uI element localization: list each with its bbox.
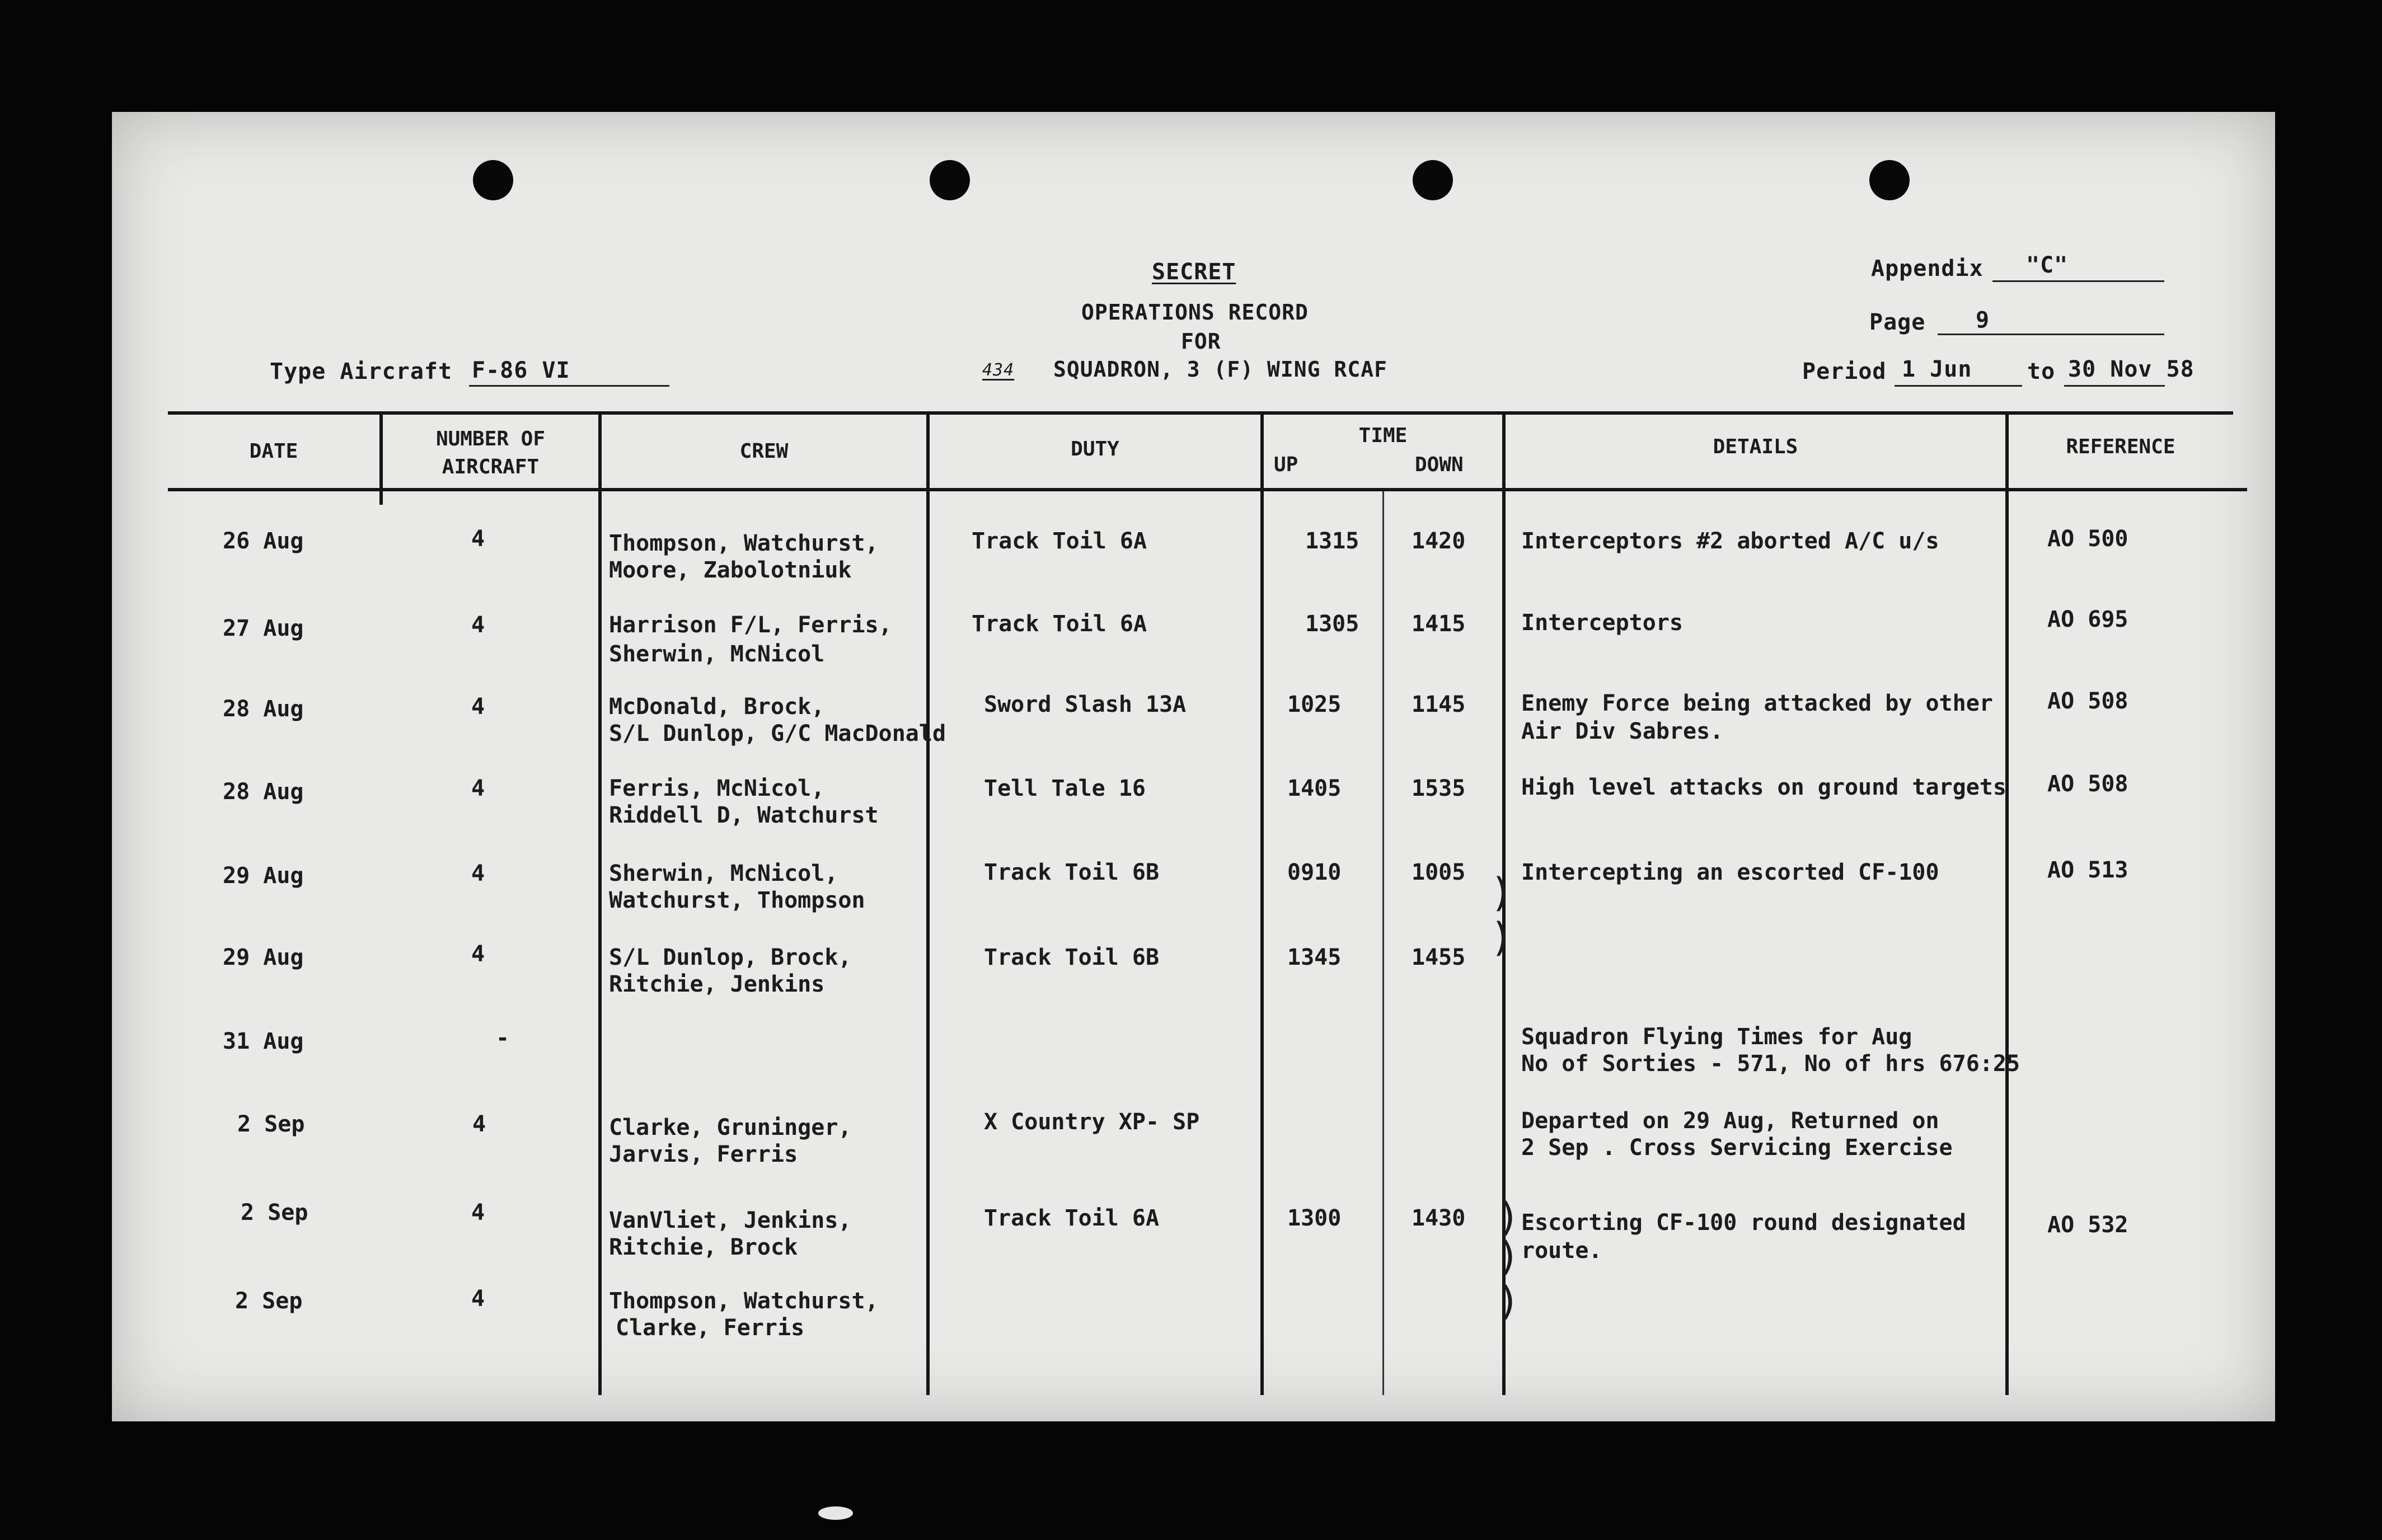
row-details: Escorting CF-100 round designated [1521, 1210, 1966, 1236]
period-to-underline [2064, 385, 2165, 387]
classification-marking: SECRET [1152, 259, 1236, 285]
punch-hole [1413, 160, 1453, 200]
period-to-label: to [2027, 359, 2056, 384]
column-header-time: TIME [1358, 424, 1408, 447]
column-header-down: DOWN [1415, 453, 1464, 476]
row-date: 2 Sep [241, 1200, 308, 1226]
row-aircraft: 4 [471, 526, 485, 552]
row-crew-line2: S/L Dunlop, G/C MacDonald [609, 721, 946, 746]
row-details-line2: No of Sorties - 571, No of hrs 676:25 [1521, 1051, 2020, 1077]
row-details: Enemy Force being attacked by other [1521, 691, 1993, 716]
column-header-up: UP [1274, 453, 1298, 476]
bracket-mark: ) [1497, 1194, 1521, 1240]
row-time-down: 1430 [1412, 1205, 1466, 1231]
row-date: 29 Aug [223, 863, 304, 889]
row-aircraft: 4 [471, 612, 485, 638]
bracket-mark: ) [1490, 914, 1514, 960]
row-reference: AO 695 [2047, 607, 2128, 632]
row-crew-line2: Moore, Zabolotniuk [609, 557, 852, 583]
row-date: 26 Aug [223, 528, 304, 554]
row-duty: Tell Tale 16 [984, 776, 1146, 801]
row-date: 28 Aug [223, 779, 304, 805]
column-header-details: DETAILS [1713, 435, 1798, 458]
row-duty: X Country XP- SP [984, 1109, 1200, 1135]
column-divider [926, 411, 930, 1395]
row-date: 28 Aug [223, 696, 304, 722]
row-details-line2: 2 Sep . Cross Servicing Exercise [1521, 1135, 1953, 1161]
column-header-aircraft: NUMBER OF [435, 428, 546, 450]
appendix-value: "C" [2026, 252, 2069, 278]
row-duty: Track Toil 6A [972, 528, 1147, 554]
row-details: High level attacks on ground targets [1521, 774, 2006, 800]
column-header-aircraft-line2: AIRCRAFT [442, 456, 540, 478]
row-crew-line2: Sherwin, McNicol [609, 641, 825, 667]
time-column-divider [1382, 491, 1384, 1395]
form-title: OPERATIONS RECORD [1081, 300, 1309, 325]
squadron-line: SQUADRON, 3 (F) WING RCAF [1053, 357, 1387, 382]
row-date: 2 Sep [235, 1288, 303, 1314]
row-crew-line2: Ritchie, Jenkins [609, 971, 825, 997]
period-from-underline [1895, 385, 2022, 387]
row-aircraft: 4 [471, 1286, 485, 1312]
row-details-line2: Air Div Sabres. [1521, 719, 1724, 744]
row-reference: AO 508 [2047, 688, 2128, 714]
row-crew: McDonald, Brock, [609, 694, 825, 720]
row-aircraft: - [496, 1025, 510, 1051]
table-top-rule [168, 411, 2233, 415]
page-value: 9 [1976, 307, 1990, 333]
row-crew-line2: Ritchie, Brock [609, 1234, 798, 1260]
type-aircraft-label: Type Aircraft [270, 359, 453, 384]
row-time-up: 0910 [1287, 860, 1342, 885]
appendix-underline [1992, 280, 2164, 282]
row-date: 27 Aug [223, 616, 304, 641]
row-aircraft: 4 [472, 1111, 486, 1137]
row-duty: Track Toil 6B [984, 945, 1160, 970]
row-reference: AO 532 [2047, 1212, 2128, 1238]
row-time-down: 1455 [1412, 945, 1466, 970]
row-crew-line2: Riddell D, Watchurst [609, 802, 879, 828]
row-crew: S/L Dunlop, Brock, [609, 945, 852, 970]
row-duty: Track Toil 6A [972, 611, 1147, 637]
row-crew-line2: Clarke, Ferris [616, 1315, 805, 1341]
row-details: Interceptors #2 aborted A/C u/s [1521, 528, 1939, 554]
row-duty: Sword Slash 13A [984, 692, 1187, 717]
period-from: 1 Jun [1902, 356, 1972, 382]
row-time-up: 1345 [1287, 945, 1342, 970]
row-time-up: 1300 [1287, 1205, 1342, 1231]
row-details: Departed on 29 Aug, Returned on [1521, 1108, 1939, 1134]
row-crew: Thompson, Watchurst, [609, 530, 879, 556]
punch-hole [1869, 160, 1910, 200]
row-date: 2 Sep [237, 1111, 305, 1137]
column-divider [598, 411, 602, 1395]
column-header-date: DATE [249, 440, 298, 463]
column-header-duty: DUTY [1071, 438, 1119, 461]
row-crew: Thompson, Watchurst, [609, 1288, 879, 1314]
row-time-up: 1405 [1287, 776, 1342, 801]
row-details: Interceptors [1521, 610, 1683, 636]
row-aircraft: 4 [471, 776, 485, 801]
bracket-mark: ) [1497, 1233, 1521, 1279]
row-crew-line2: Watchurst, Thompson [609, 888, 865, 913]
row-time-down: 1535 [1412, 776, 1466, 801]
row-time-down: 1415 [1412, 611, 1466, 637]
row-crew: Harrison F/L, Ferris, [609, 612, 892, 638]
row-time-up: 1305 [1305, 611, 1359, 637]
row-date: 31 Aug [223, 1029, 304, 1054]
row-details-line2: route. [1521, 1238, 1602, 1264]
row-aircraft: 4 [471, 941, 485, 967]
bracket-mark: ) [1490, 870, 1514, 915]
punch-hole [930, 160, 970, 200]
row-aircraft: 4 [471, 861, 485, 886]
row-reference: AO 508 [2047, 771, 2128, 797]
row-date: 29 Aug [223, 945, 304, 970]
column-divider [2005, 411, 2009, 1395]
appendix-label: Appendix [1871, 256, 1984, 281]
punch-hole [473, 160, 513, 200]
bracket-mark: ) [1497, 1278, 1521, 1324]
period-label: Period [1802, 359, 1887, 384]
column-header-reference: REFERENCE [2066, 435, 2175, 458]
row-time-down: 1420 [1412, 528, 1466, 554]
type-aircraft-value: F-86 VI [472, 358, 570, 383]
page-underline [1938, 334, 2164, 335]
header-bottom-rule [168, 488, 2247, 491]
row-time-up: 1025 [1287, 692, 1342, 717]
row-crew: Clarke, Gruninger, [609, 1115, 852, 1140]
row-crew-line2: Jarvis, Ferris [609, 1142, 798, 1167]
squadron-number: 434 [982, 360, 1015, 380]
row-crew: Ferris, McNicol, [609, 776, 825, 801]
row-duty: Track Toil 6B [984, 860, 1160, 885]
page-label: Page [1869, 309, 1926, 335]
period-to: 30 Nov 58 [2068, 356, 2195, 382]
row-time-up: 1315 [1305, 528, 1359, 554]
scan-artifact [818, 1506, 853, 1520]
row-details: Intercepting an escorted CF-100 [1521, 860, 1939, 885]
row-crew: Sherwin, McNicol, [609, 861, 838, 886]
row-time-down: 1145 [1412, 692, 1466, 717]
row-aircraft: 4 [471, 1200, 485, 1226]
row-duty: Track Toil 6A [984, 1205, 1160, 1231]
column-divider [1260, 411, 1264, 1395]
row-aircraft: 4 [471, 694, 485, 720]
row-details: Squadron Flying Times for Aug [1521, 1024, 1912, 1050]
row-crew: VanVliet, Jenkins, [609, 1208, 852, 1233]
type-aircraft-underline [469, 385, 669, 387]
row-time-down: 1005 [1412, 860, 1466, 885]
form-title-for: FOR [1181, 329, 1221, 354]
column-header-crew: CREW [739, 440, 789, 463]
row-reference: AO 513 [2047, 857, 2128, 883]
row-reference: AO 500 [2047, 526, 2128, 552]
